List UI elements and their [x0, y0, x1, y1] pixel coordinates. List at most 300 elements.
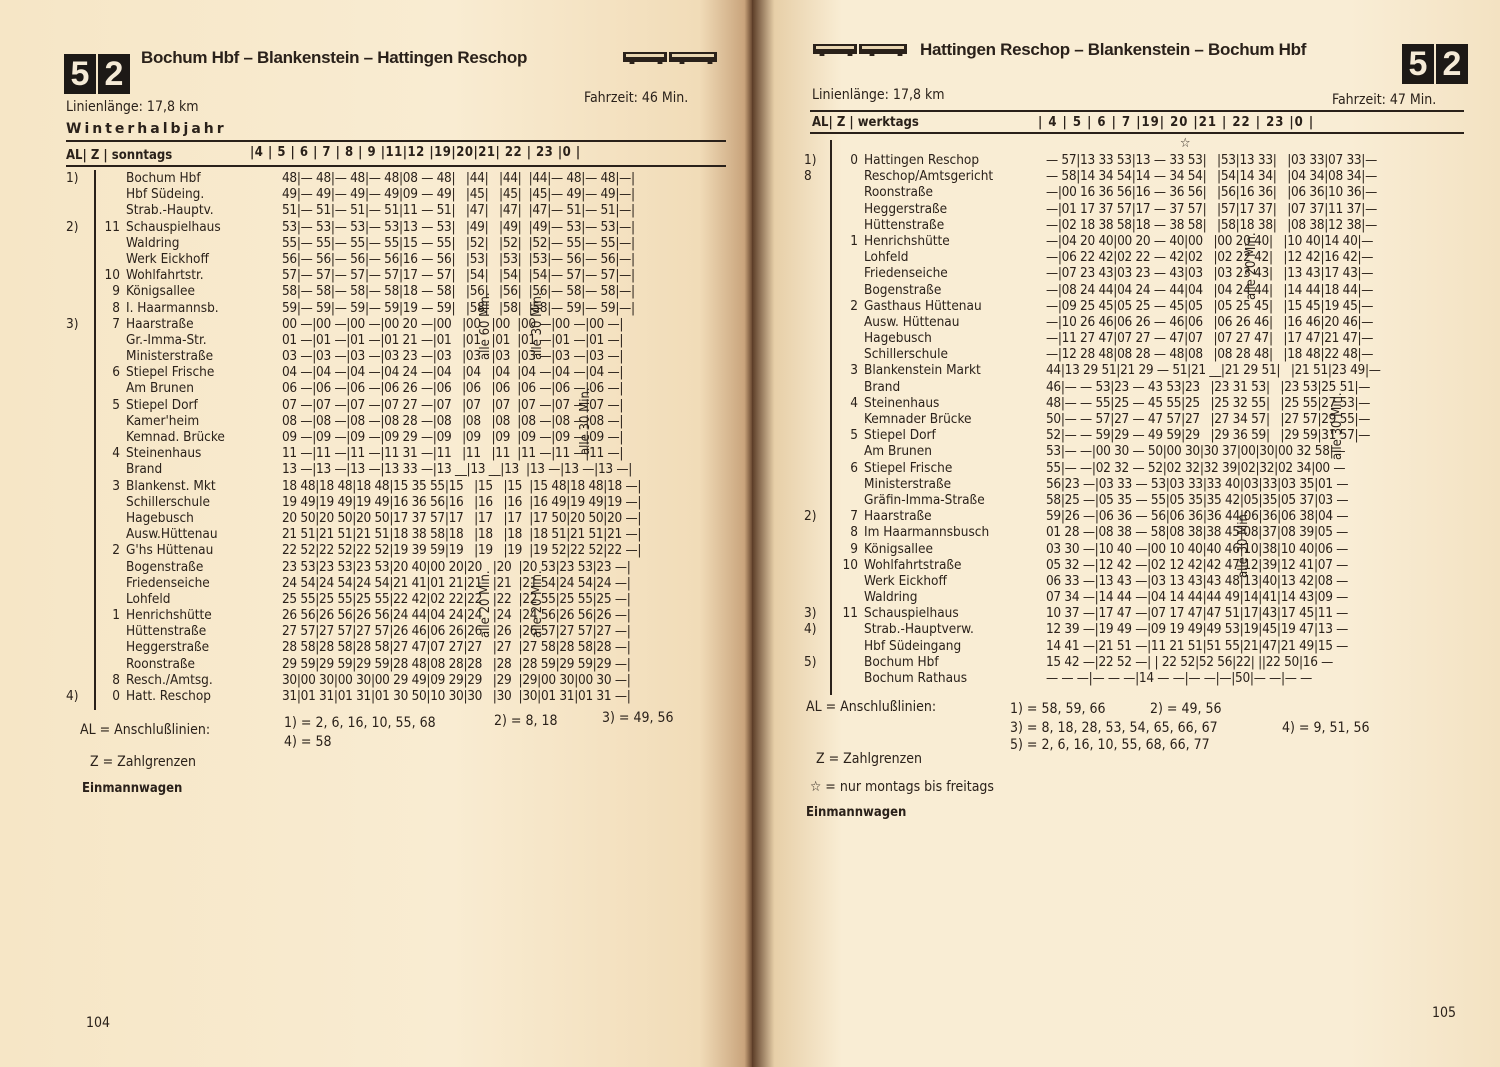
row-stop: Hüttenstraße	[126, 623, 207, 640]
table-row	[804, 427, 1496, 443]
row-al	[804, 184, 834, 200]
row-zone	[834, 201, 864, 217]
footnote-5: 5) = 2, 6, 16, 10, 55, 68, 66, 77	[1010, 737, 1210, 753]
table-row	[66, 429, 752, 445]
table-row	[66, 235, 752, 251]
row-al	[66, 559, 96, 575]
row-stop: Stiepel Dorf	[864, 427, 936, 444]
footnote-2: 2) = 49, 56	[1150, 701, 1222, 717]
row-al	[804, 395, 834, 411]
table-row	[804, 217, 1496, 233]
travel-time: Fahrzeit: 47 Min.	[1332, 92, 1437, 108]
header-al-z-label: AL| Z |	[66, 148, 108, 163]
row-zone: 4	[112, 445, 120, 462]
route-length: Linienlänge: 17,8 km	[812, 87, 945, 103]
row-stop: Brand	[126, 461, 163, 478]
interval-label: alle 60 Min.	[478, 292, 493, 360]
row-al	[804, 524, 834, 540]
row-al: 2)	[804, 508, 817, 525]
row-times: 18 48|18 48|18 48|15 35 55|15 |15 |15 |15 48|18 48|18 —|	[282, 477, 642, 494]
table-row	[804, 282, 1496, 298]
row-zone: 6	[850, 459, 858, 476]
row-stop: Hüttenstraße	[864, 216, 945, 233]
row-al	[66, 542, 96, 558]
table-row	[804, 233, 1496, 249]
row-stop: Friedenseiche	[126, 574, 210, 591]
row-zone: 2	[112, 542, 120, 559]
row-times: 11 —|11 —|11 —|11 31 —|11 |11 |11 |11 —|11 —|11 —|	[282, 445, 624, 462]
right-page	[752, 0, 1500, 1067]
row-al	[66, 429, 96, 445]
row-times: 48|— — 55|25 — 45 55|25 |25 32 55| |25 55|27 53|—	[1046, 394, 1371, 411]
table-row	[804, 492, 1496, 508]
table-row	[804, 184, 1496, 200]
row-stop: Heggerstraße	[864, 200, 948, 217]
row-zone	[96, 186, 126, 202]
table-row	[66, 510, 752, 526]
interval-label: alle 30 Min.	[1330, 392, 1345, 460]
row-stop: Hagebusch	[864, 330, 932, 347]
row-stop: Friedenseiche	[864, 265, 948, 282]
table-row	[66, 542, 752, 558]
table-row	[66, 316, 752, 332]
row-al	[804, 670, 834, 686]
row-stop: Stiepel Frische	[126, 364, 215, 381]
row-al	[804, 249, 834, 265]
row-stop: Schauspielhaus	[864, 605, 959, 622]
row-al: 3)	[804, 605, 817, 622]
row-al	[804, 298, 834, 314]
row-times: 26 56|26 56|26 56|24 44|04 24|24 |24 |24 56|26 56|26 —|	[282, 607, 631, 624]
row-zone	[834, 573, 864, 589]
row-al	[804, 573, 834, 589]
row-stop: Königsallee	[126, 283, 195, 300]
row-al	[66, 526, 96, 542]
table-row	[804, 346, 1496, 362]
row-times: 28 58|28 58|28 58|27 47|07 27|27 |27 |27 58|28 58|28 —|	[282, 639, 631, 656]
row-stop: Waldring	[126, 234, 180, 251]
row-stop: Reschop/Amtsgericht	[864, 168, 994, 185]
row-al	[66, 251, 96, 267]
row-times: 06 —|06 —|06 —|06 26 —|06 |06 |06 |06 —|06 —|06 —|	[282, 380, 624, 397]
row-zone: 8	[112, 299, 120, 316]
row-stop: Königsallee	[864, 540, 933, 557]
row-al	[66, 591, 96, 607]
table-row	[804, 541, 1496, 557]
row-stop: Hagebusch	[126, 509, 194, 526]
line-digit: 2	[98, 54, 130, 94]
row-al	[804, 541, 834, 557]
table-row	[804, 654, 1496, 670]
row-zone: 5	[850, 427, 858, 444]
row-al	[804, 476, 834, 492]
row-al	[804, 379, 834, 395]
row-times: 30|00 30|00 30|00 29 49|09 29|29 |29 |29|00 30|00 30 —|	[282, 671, 631, 688]
row-zone	[834, 168, 864, 184]
row-times: —|09 25 45|05 25 — 45|05 |05 25 45| |15 45|19 45|—	[1046, 297, 1374, 314]
row-zone	[96, 235, 126, 251]
table-row	[66, 397, 752, 413]
row-stop: Resch./Amtsg.	[126, 671, 213, 688]
footnote-al: AL = Anschlußlinien:	[80, 722, 211, 738]
table-row	[804, 460, 1496, 476]
footnote-4: 4) = 58	[284, 734, 332, 750]
row-al	[804, 427, 834, 443]
row-al: 3)	[66, 315, 79, 332]
row-zone: 8	[850, 524, 858, 541]
row-stop: Wohlfahrtstr.	[126, 267, 204, 284]
row-stop: Am Brunen	[126, 380, 194, 397]
row-times: 21 51|21 51|21 51|18 38 58|18 |18 |18 |18 51|21 51|21 —|	[282, 526, 642, 543]
row-zone	[834, 314, 864, 330]
table-row	[66, 332, 752, 348]
row-zone	[96, 170, 126, 186]
row-times: —|11 27 47|07 27 — 47|07 |07 27 47| |17 47|21 47|—	[1046, 330, 1374, 347]
page-number: 105	[1432, 1005, 1457, 1021]
row-stop: Strab.-Hauptv.	[126, 202, 214, 219]
row-al	[804, 460, 834, 476]
row-stop: Kamer'heim	[126, 412, 200, 429]
row-stop: Wohlfahrtstraße	[864, 556, 962, 573]
row-stop: Bogenstraße	[126, 558, 204, 575]
row-stop: Lohfeld	[864, 249, 909, 266]
row-times: 15 42 —|22 52 —| | 22 52|52 56|22| ||22 50|16 —	[1046, 653, 1334, 670]
row-times: —|12 28 48|08 28 — 48|08 |08 28 48| |18 48|22 48|—	[1046, 346, 1374, 363]
line-badge	[1402, 44, 1468, 84]
row-al	[66, 413, 96, 429]
row-stop: Werk Eickhoff	[126, 250, 209, 267]
row-al	[66, 510, 96, 526]
row-stop: Steinenhaus	[126, 445, 202, 462]
row-times: 58|— 58|— 58|— 58|18 — 58| |56| |56| |56|— 58|— 58|—|	[282, 283, 635, 300]
row-times: 04 —|04 —|04 —|04 24 —|04 |04 |04 |04 —|04 —|04 —|	[282, 364, 624, 381]
table-row	[804, 330, 1496, 346]
row-al	[66, 283, 96, 299]
row-zone	[834, 282, 864, 298]
row-al	[66, 607, 96, 623]
row-al	[804, 265, 834, 281]
row-stop: Heggerstraße	[126, 639, 210, 656]
footnote-z: Z = Zahlgrenzen	[816, 751, 922, 767]
row-al	[66, 494, 96, 510]
row-times: 31|01 31|01 31|01 30 50|10 30|30 |30 |30|01 31|01 31 —|	[282, 688, 631, 704]
row-times: —|10 26 46|06 26 — 46|06 |06 26 46| |16 46|20 46|—	[1046, 313, 1374, 330]
footnote-einmann: Einmannwagen	[806, 805, 907, 820]
route-title: Bochum Hbf – Blankenstein – Hattingen Reschop	[141, 48, 528, 67]
row-stop: Blankenstein Markt	[864, 362, 981, 379]
row-stop: Gräfin-Imma-Straße	[864, 491, 985, 508]
row-stop: Strab.-Hauptverw.	[864, 621, 974, 638]
row-times: 13 —|13 —|13 —|13 33 —|13 __|13 __|13 |13 —|13 —|13 —|	[282, 461, 632, 478]
footnote-2: 2) = 8, 18	[494, 713, 558, 729]
table-row	[804, 443, 1496, 459]
row-zone	[96, 251, 126, 267]
header-al-z-label: AL| Z |	[812, 115, 854, 130]
row-zone: 11	[842, 605, 858, 622]
interval-label: alle 30 Min.	[578, 387, 593, 455]
footnote-3: 3) = 49, 56	[602, 710, 674, 726]
bus-icon	[812, 42, 908, 56]
table-row	[66, 283, 752, 299]
row-zone	[96, 429, 126, 445]
row-al	[66, 656, 96, 672]
row-al	[804, 589, 834, 605]
row-al: 8	[804, 168, 812, 185]
row-stop: Waldring	[864, 589, 918, 606]
row-times: 55|— 55|— 55|— 55|15 — 55| |52| |52| |52|— 55|— 55|—|	[282, 234, 635, 251]
row-stop: Brand	[864, 378, 901, 395]
row-zone	[834, 476, 864, 492]
table-row	[804, 379, 1496, 395]
row-stop: Hbf Südeing.	[126, 186, 205, 203]
footnote-3: 3) = 8, 18, 28, 53, 54, 65, 66, 67	[1010, 720, 1218, 736]
row-al	[804, 233, 834, 249]
row-stop: Bogenstraße	[864, 281, 942, 298]
table-row	[804, 476, 1496, 492]
footnote-einmann: Einmannwagen	[82, 781, 183, 796]
row-stop: Ausw.Hüttenau	[126, 526, 218, 543]
table-row	[66, 170, 752, 186]
table-row	[66, 267, 752, 283]
row-times: — 58|14 34 54|14 — 34 54| |54|14 34| |04 34|08 34|—	[1046, 168, 1377, 185]
header-al-z	[812, 115, 919, 130]
row-zone	[834, 346, 864, 362]
row-al	[66, 235, 96, 251]
row-stop: Werk Eickhoff	[864, 572, 947, 589]
row-times: 07 34 —|14 44 —|04 14 44|44 49|14|41|14 43|09 —	[1046, 589, 1349, 606]
header-al-z	[66, 148, 172, 163]
interval-label: alle 20 Min.	[478, 570, 493, 638]
row-zone: 0	[850, 152, 858, 168]
row-zone: 0	[112, 688, 120, 704]
table-row	[66, 623, 752, 639]
row-stop: Haarstraße	[126, 315, 194, 332]
row-zone: 9	[850, 540, 858, 557]
row-stop: Am Brunen	[864, 443, 932, 460]
row-zone	[834, 411, 864, 427]
row-zone: 4	[850, 394, 858, 411]
row-zone: 8	[112, 671, 120, 688]
row-zone	[834, 492, 864, 508]
row-zone	[96, 526, 126, 542]
table-row	[804, 249, 1496, 265]
row-stop: G'hs Hüttenau	[126, 542, 214, 559]
row-stop: I. Haarmannsb.	[126, 299, 219, 316]
row-times: —|01 17 37 57|17 — 37 57| |57|17 37| |07 37|11 37|—	[1046, 200, 1377, 217]
table-row	[66, 526, 752, 542]
row-zone: 10	[842, 556, 858, 573]
star-icon: ☆	[1180, 136, 1191, 151]
header-hours: | 4 | 5 | 6 | 7 |19| 20 |21 | 22 | 23 |0 |	[1038, 115, 1315, 130]
timetable-sunday	[66, 170, 752, 704]
table-row	[66, 639, 752, 655]
row-zone	[834, 670, 864, 686]
row-stop: Hbf Südeingang	[864, 637, 962, 654]
row-times: 59|26 —|06 36 — 56|06 36|36 44|06|36|06 38|04 —	[1046, 508, 1349, 525]
row-times: 12 39 —|19 49 —|09 19 49|49 53|19|45|19 47|13 —	[1046, 621, 1349, 638]
row-stop: Gasthaus Hüttenau	[864, 297, 982, 314]
table-row	[66, 219, 752, 235]
line-digit: 5	[64, 54, 96, 94]
row-zone	[834, 589, 864, 605]
row-times: 14 41 —|21 51 —|11 21 51|51 55|21|47|21 49|15 —	[1046, 637, 1349, 654]
row-al	[66, 202, 96, 218]
row-al	[66, 623, 96, 639]
divider	[66, 165, 726, 167]
route-length: Linienlänge: 17,8 km	[66, 99, 199, 115]
row-zone	[96, 494, 126, 510]
divider	[66, 140, 726, 142]
interval-label: alle 30 Min.	[530, 292, 545, 360]
row-al	[66, 186, 96, 202]
row-times: 57|— 57|— 57|— 57|17 — 57| |54| |54| |54|— 57|— 57|—|	[282, 267, 635, 284]
table-row	[804, 621, 1496, 637]
row-zone	[834, 443, 864, 459]
row-stop: Roonstraße	[864, 184, 934, 201]
row-stop: Kemnad. Brücke	[126, 429, 225, 445]
header-hours: |4 | 5 | 6 | 7 | 8 | 9 |11|12 |19|20|21| 22 | 23 |0 |	[250, 145, 581, 160]
row-zone: 9	[112, 283, 120, 300]
row-times: 22 52|22 52|22 52|19 39 59|19 |19 |19 |19 52|22 52|22 —|	[282, 542, 642, 559]
row-times: 55|— —|02 32 — 52|02 32|32 39|02|32|02 34|00 —	[1046, 459, 1346, 476]
row-times: —|00 16 36 56|16 — 36 56| |56|16 36| |06 36|10 36|—	[1046, 184, 1377, 201]
page-number: 104	[86, 1015, 111, 1031]
row-zone	[834, 249, 864, 265]
row-stop: Henrichshütte	[864, 232, 950, 249]
row-times: 08 —|08 —|08 —|08 28 —|08 |08 |08 |08 —|08 —|08 —|	[282, 412, 624, 429]
interval-label: alle 20 Min.	[1244, 232, 1259, 300]
row-stop: Kemnader Brücke	[864, 411, 972, 427]
row-al	[804, 282, 834, 298]
line-digit: 2	[1436, 44, 1468, 84]
row-times: 44|13 29 51|21 29 — 51|21 __|21 29 51| |21 51|23 49|—	[1046, 362, 1381, 379]
row-zone	[834, 621, 864, 637]
row-times: — 57|13 33 53|13 — 33 53| |53|13 33| |03 33|07 33|—	[1046, 152, 1377, 168]
row-al	[66, 397, 96, 413]
row-times: —|02 18 38 58|18 — 38 58| |58|18 38| |08 38|12 38|—	[1046, 216, 1377, 233]
row-stop: Bochum Hbf	[126, 170, 201, 186]
table-row	[804, 362, 1496, 378]
row-zone	[96, 623, 126, 639]
table-row	[804, 638, 1496, 654]
row-al: 4)	[804, 621, 817, 638]
row-times: 01 28 —|08 38 — 58|08 38|38 45|08|37|08 39|05 —	[1046, 524, 1349, 541]
row-al	[66, 639, 96, 655]
bus-icon	[622, 50, 718, 64]
table-row	[804, 298, 1496, 314]
table-row	[66, 688, 752, 704]
table-row	[66, 251, 752, 267]
row-zone	[96, 332, 126, 348]
table-row	[66, 494, 752, 510]
row-times: 52|— — 59|29 — 49 59|29 |29 36 59| |29 59|31 57|—	[1046, 427, 1371, 444]
row-times: —|06 22 42|02 22 — 42|02 |02 22 42| |12 42|16 42|—	[1046, 249, 1374, 266]
row-zone	[96, 202, 126, 218]
footnote-1: 1) = 2, 6, 16, 10, 55, 68	[284, 715, 436, 731]
header-day: werktags	[857, 115, 919, 130]
interval-label: alle 20 Min.	[530, 570, 545, 638]
row-al	[66, 348, 96, 364]
row-stop: Stiepel Dorf	[126, 396, 198, 413]
divider	[810, 110, 1464, 112]
row-al	[804, 330, 834, 346]
row-al	[804, 217, 834, 233]
table-row	[804, 557, 1496, 573]
row-stop: Gr.-Imma-Str.	[126, 331, 207, 348]
row-al	[804, 557, 834, 573]
row-times: 27 57|27 57|27 57|26 46|06 26|26 |26 |26 57|27 57|27 —|	[282, 623, 631, 640]
row-zone	[834, 330, 864, 346]
row-stop: Ministerstraße	[126, 348, 214, 365]
table-row	[66, 380, 752, 396]
row-stop: Im Haarmannsbusch	[864, 524, 990, 541]
row-stop: Bochum Hbf	[864, 653, 939, 670]
row-stop: Steinenhaus	[864, 394, 940, 411]
table-row	[66, 559, 752, 575]
row-times: 49|— 49|— 49|— 49|09 — 49| |45| |45| |45|— 49|— 49|—|	[282, 186, 635, 203]
row-al	[66, 364, 96, 380]
row-zone	[96, 656, 126, 672]
row-stop: Schauspielhaus	[126, 218, 221, 235]
footnote-z: Z = Zahlgrenzen	[90, 754, 196, 770]
row-times: —|04 20 40|00 20 — 40|00 |00 20 40| |10 40|14 40|—	[1046, 232, 1374, 249]
table-row	[66, 413, 752, 429]
row-zone	[834, 654, 864, 670]
row-al	[804, 411, 834, 427]
row-zone	[834, 638, 864, 654]
row-zone	[96, 380, 126, 396]
row-times: 53|— —|00 30 — 50|00 30|30 37|00|30|00 32 58|—	[1046, 443, 1346, 460]
row-stop: Roonstraße	[126, 655, 196, 672]
row-al: 2)	[66, 218, 79, 235]
table-row	[66, 575, 752, 591]
row-stop: Hatt. Reschop	[126, 688, 211, 704]
row-times: 03 30 —|10 40 —|00 10 40|40 46|10|38|10 40|06 —	[1046, 540, 1349, 557]
row-times: 48|— 48|— 48|— 48|08 — 48| |44| |44| |44|— 48|— 48|—|	[282, 170, 635, 186]
row-times: 53|— 53|— 53|— 53|13 — 53| |49| |49| |49|— 53|— 53|—|	[282, 218, 635, 235]
row-times: —|08 24 44|04 24 — 44|04 |04 24 44| |14 44|18 44|—	[1046, 281, 1374, 298]
table-row	[66, 300, 752, 316]
row-zone: 10	[104, 267, 120, 284]
row-al	[804, 346, 834, 362]
row-al	[66, 267, 96, 283]
row-al	[66, 575, 96, 591]
row-times: 05 32 —|12 42 —|02 12 42|42 47|12|39|12 41|07 —	[1046, 556, 1349, 573]
row-al	[804, 314, 834, 330]
row-times: 29 59|29 59|29 59|28 48|08 28|28 |28 |28 59|29 59|29 —|	[282, 655, 631, 672]
row-zone	[834, 184, 864, 200]
row-stop: Bochum Rathaus	[864, 670, 968, 686]
row-stop: Ministerstraße	[864, 475, 952, 492]
row-zone	[96, 510, 126, 526]
divider	[810, 132, 1464, 134]
row-times: — — —|— — —|14 — —|— —|—|50|— —|— —	[1046, 670, 1312, 686]
row-zone: 7	[112, 315, 120, 332]
row-times: 50|— — 57|27 — 47 57|27 |27 34 57| |27 57|29 55|—	[1046, 411, 1371, 427]
row-al	[66, 478, 96, 494]
row-stop: Lohfeld	[126, 590, 171, 607]
row-zone: 11	[104, 218, 120, 235]
row-al	[804, 362, 834, 378]
table-row	[804, 168, 1496, 184]
table-row	[66, 672, 752, 688]
row-times: 20 50|20 50|20 50|17 37 57|17 |17 |17 |17 50|20 50|20 —|	[282, 509, 642, 526]
row-times: 10 37 —|17 47 —|07 17 47|47 51|17|43|17 45|11 —	[1046, 605, 1349, 622]
row-times: 23 53|23 53|23 53|20 40|00 20|20 |20 |20 53|23 53|23 —|	[282, 558, 631, 575]
row-stop: Henrichshütte	[126, 607, 212, 624]
row-al: 1)	[804, 152, 817, 168]
row-times: 09 —|09 —|09 —|09 29 —|09 |09 |09 |09 —|09 —|09 —|	[282, 429, 624, 445]
